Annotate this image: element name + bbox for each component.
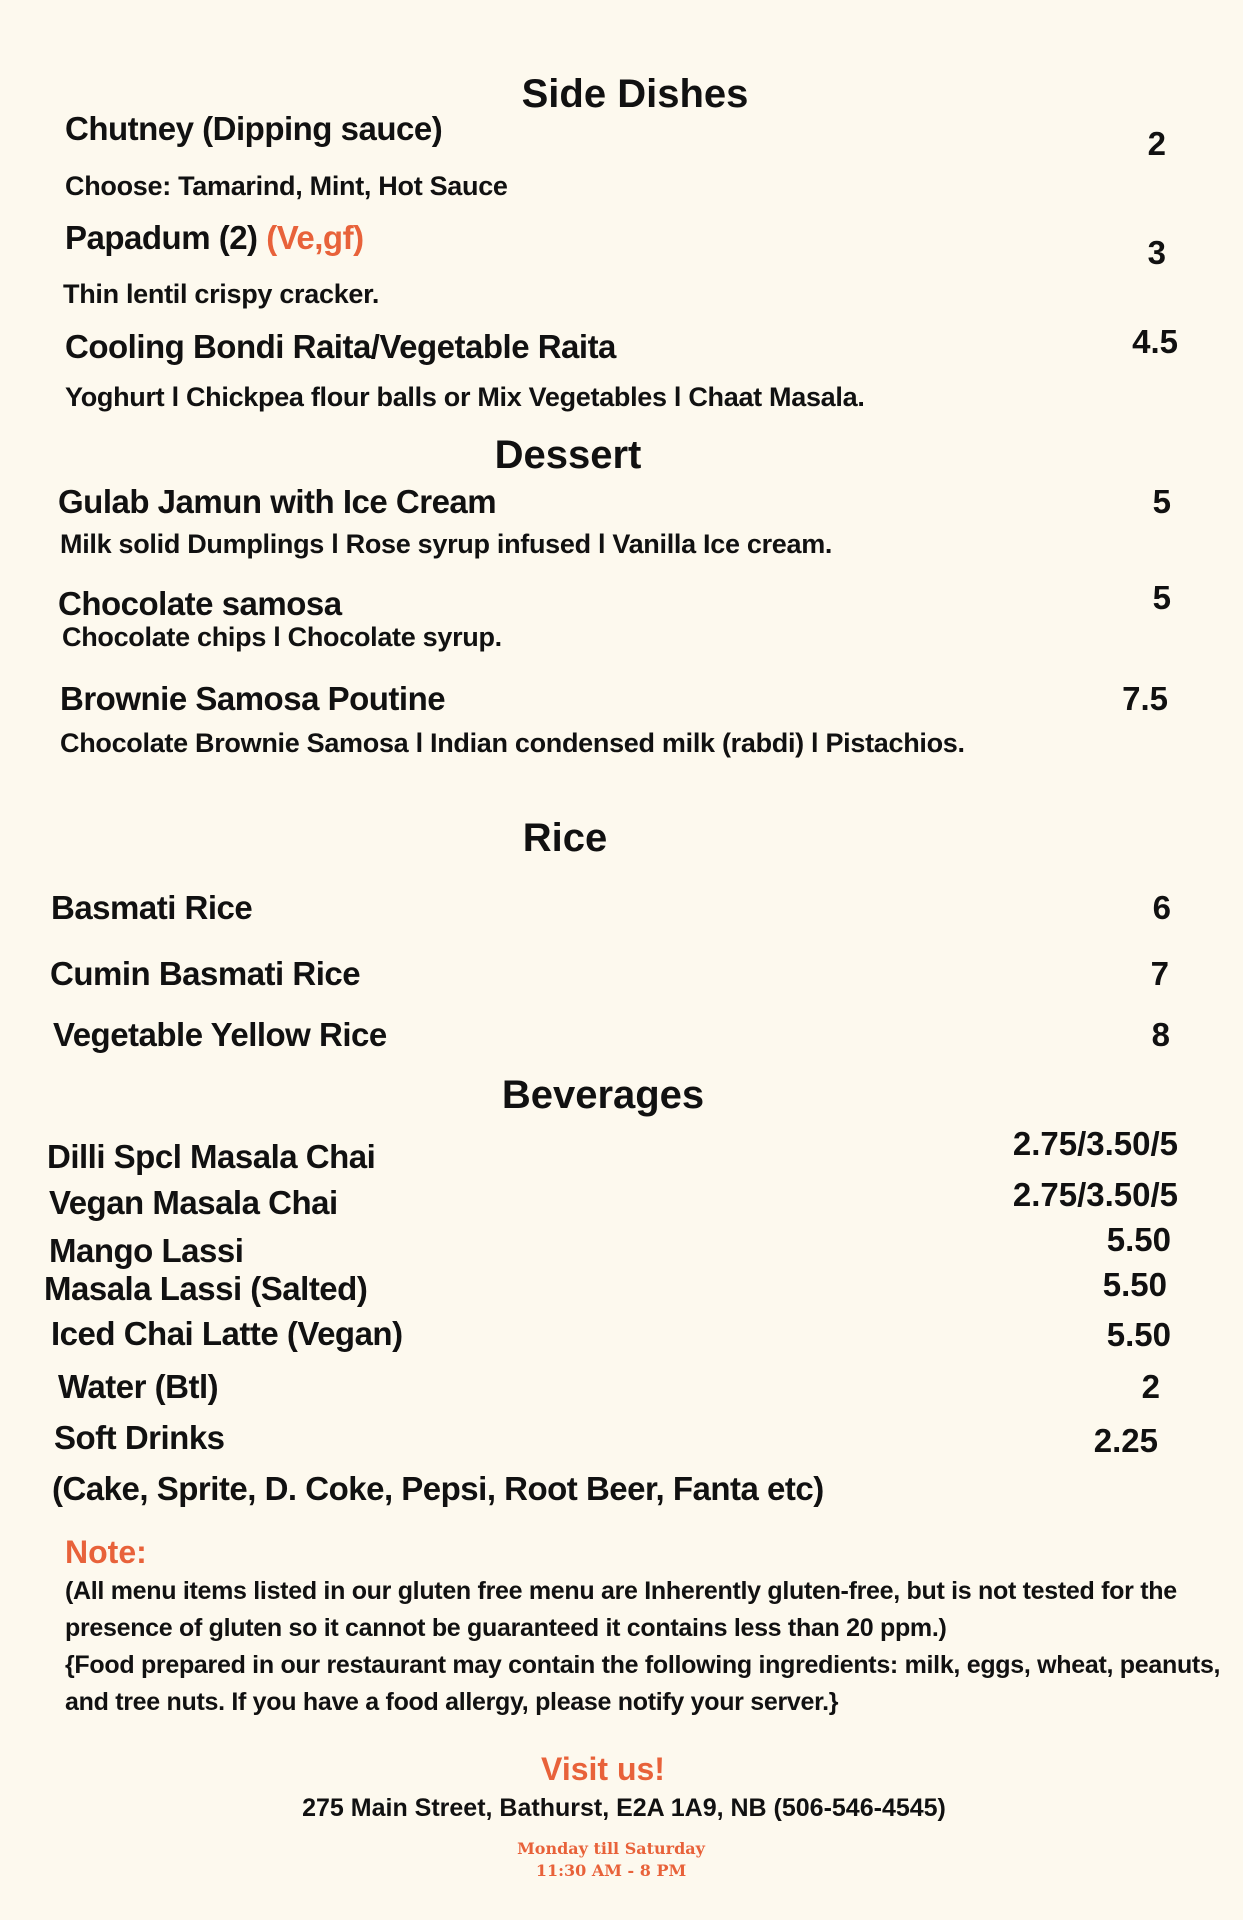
dietary-tag-papadum: (Ve,gf) (266, 219, 364, 256)
item-name-masala-lassi: Masala Lassi (Salted) (44, 1270, 368, 1307)
item-name-vegan-masala-chai: Vegan Masala Chai (49, 1184, 338, 1221)
section-title-beverages: Beverages (501, 1073, 705, 1117)
item-price-chocolate-samosa: 5 (1152, 579, 1171, 616)
section-title-side-dishes: Side Dishes (521, 72, 749, 116)
item-price-papadum: 3 (1147, 234, 1166, 271)
item-desc-raita: Yoghurt l Chickpea flour balls or Mix Vegetables l Chaat Masala. (65, 382, 865, 412)
visit-us-heading: Visit us! (541, 1751, 665, 1787)
item-name-vegetable-yellow-rice: Vegetable Yellow Rice (53, 1016, 387, 1053)
item-name-papadum (65, 219, 364, 257)
item-price-iced-chai-latte: 5.50 (1106, 1316, 1171, 1353)
item-name-papadum-text: Papadum (2) (65, 219, 258, 256)
item-name-soft-drinks: Soft Drinks (54, 1419, 225, 1456)
note-title: Note: (65, 1534, 147, 1570)
note-line-2: presence of gluten so it cannot be guaranteed it contains less than 20 ppm.) (65, 1614, 947, 1642)
item-price-dilli-masala-chai: 2.75/3.50/5 (1012, 1125, 1178, 1162)
item-desc-chutney: Choose: Tamarind, Mint, Hot Sauce (65, 171, 508, 201)
item-price-basmati-rice: 6 (1152, 889, 1171, 926)
item-price-cumin-basmati-rice: 7 (1150, 955, 1169, 992)
item-name-dilli-masala-chai: Dilli Spcl Masala Chai (47, 1138, 376, 1175)
item-price-raita: 4.5 (1132, 323, 1178, 360)
item-name-mango-lassi: Mango Lassi (49, 1232, 244, 1269)
item-name-gulab-jamun: Gulab Jamun with Ice Cream (58, 483, 497, 520)
item-name-cumin-basmati-rice: Cumin Basmati Rice (50, 955, 361, 992)
note-line-3: {Food prepared in our restaurant may contain the following ingredients: milk, eggs, wheat, peanuts, (65, 1651, 1221, 1679)
item-price-mango-lassi: 5.50 (1106, 1221, 1171, 1258)
item-name-chocolate-samosa: Chocolate samosa (58, 585, 342, 622)
restaurant-address: 275 Main Street, Bathurst, E2A 1A9, NB (506-546-4545) (302, 1794, 946, 1822)
item-price-vegetable-yellow-rice: 8 (1151, 1016, 1170, 1053)
note-line-4: and tree nuts. If you have a food allergy, please notify your server.} (65, 1688, 839, 1716)
item-price-masala-lassi: 5.50 (1102, 1266, 1167, 1303)
item-price-brownie-samosa-poutine: 7.5 (1122, 680, 1168, 717)
item-price-vegan-masala-chai: 2.75/3.50/5 (1012, 1176, 1178, 1213)
section-title-rice: Rice (522, 816, 608, 860)
opening-times: 11:30 AM - 8 PM (535, 1861, 687, 1880)
item-desc-gulab-jamun: Milk solid Dumplings l Rose syrup infused l Vanilla Ice cream. (60, 529, 833, 559)
item-desc-chocolate-samosa: Chocolate chips l Chocolate syrup. (62, 622, 502, 652)
item-name-raita: Cooling Bondi Raita/Vegetable Raita (65, 328, 616, 365)
soft-drinks-list: (Cake, Sprite, D. Coke, Pepsi, Root Beer, Fanta etc) (52, 1470, 824, 1507)
note-line-1: (All menu items listed in our gluten free menu are Inherently gluten-free, but is not tested for the (65, 1577, 1177, 1605)
item-name-basmati-rice: Basmati Rice (51, 889, 253, 926)
item-name-brownie-samosa-poutine: Brownie Samosa Poutine (60, 680, 446, 717)
item-price-gulab-jamun: 5 (1152, 483, 1171, 520)
item-name-iced-chai-latte: Iced Chai Latte (Vegan) (51, 1315, 403, 1352)
item-desc-brownie-samosa-poutine: Chocolate Brownie Samosa l Indian condensed milk (rabdi) l Pistachios. (60, 728, 965, 758)
item-name-water: Water (Btl) (58, 1368, 219, 1405)
section-title-dessert: Dessert (494, 433, 642, 477)
item-price-soft-drinks: 2.25 (1093, 1422, 1158, 1459)
note-text (65, 1573, 1220, 1721)
item-desc-papadum: Thin lentil crispy cracker. (63, 279, 380, 309)
opening-hours (517, 1838, 705, 1882)
item-price-water: 2 (1141, 1368, 1160, 1405)
item-price-chutney: 2 (1147, 125, 1166, 162)
item-name-chutney: Chutney (Dipping sauce) (65, 110, 443, 147)
opening-days: Monday till Saturday (517, 1839, 705, 1858)
